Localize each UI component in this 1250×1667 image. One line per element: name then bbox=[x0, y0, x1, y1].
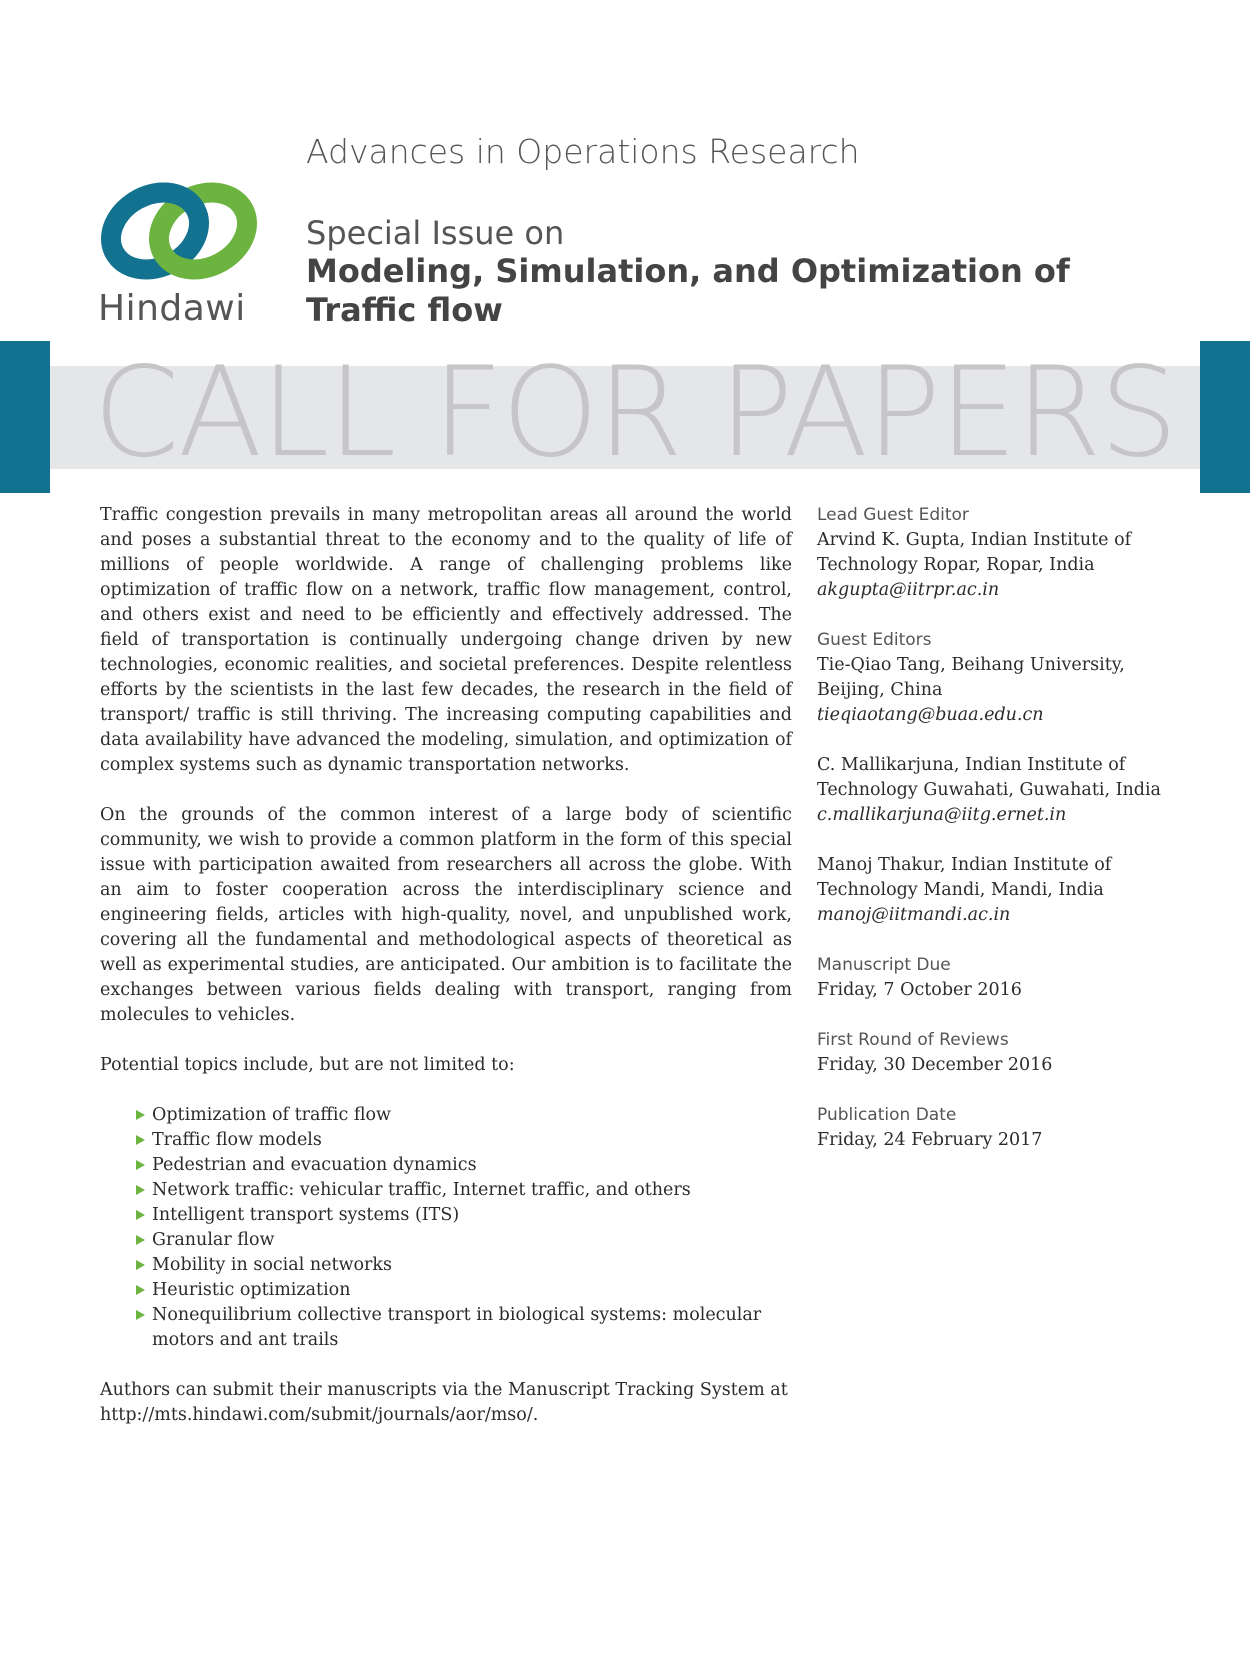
list-item: Optimization of traffic flow bbox=[136, 1103, 792, 1128]
list-item: Heuristic optimization bbox=[136, 1278, 792, 1303]
lead-editor-block bbox=[817, 503, 1187, 603]
call-for-papers-banner: CALL FOR PAPERS bbox=[93, 341, 1177, 485]
banner-left-accent bbox=[0, 341, 50, 493]
submission-text: Authors can submit their manuscripts via the Manuscript Tracking System at bbox=[100, 1380, 788, 1400]
guest-editor-email[interactable]: c.mallikarjuna@iitg.ernet.in bbox=[817, 805, 1067, 825]
submission-note bbox=[100, 1378, 792, 1428]
list-item: Mobility in social networks bbox=[136, 1253, 792, 1278]
triangle-bullet-icon bbox=[136, 1235, 145, 1245]
lead-editor-name: Arvind K. Gupta, Indian Institute of bbox=[817, 530, 1132, 550]
triangle-bullet-icon bbox=[136, 1110, 145, 1120]
topics-list bbox=[100, 1103, 792, 1353]
guest-editor-email[interactable]: manoj@iitmandi.ac.in bbox=[817, 905, 1011, 925]
first-round-heading: First Round of Reviews bbox=[817, 1030, 1009, 1050]
list-item: Granular flow bbox=[136, 1228, 792, 1253]
triangle-bullet-icon bbox=[136, 1160, 145, 1170]
first-round-block bbox=[817, 1028, 1187, 1078]
manuscript-due-block bbox=[817, 953, 1187, 1003]
journal-title: Advances in Operations Research bbox=[306, 132, 860, 171]
guest-editor-name: Tie-Qiao Tang, Beihang University, bbox=[817, 655, 1125, 675]
guest-editor-block bbox=[817, 853, 1187, 928]
list-item: Network traffic: vehicular traffic, Internet traffic, and others bbox=[136, 1178, 792, 1203]
list-item: Pedestrian and evacuation dynamics bbox=[136, 1153, 792, 1178]
special-issue-label: Special Issue on bbox=[306, 214, 565, 252]
submission-link[interactable]: http://mts.hindawi.com/submit/journals/aor/mso/. bbox=[100, 1405, 539, 1425]
publication-block bbox=[817, 1103, 1187, 1153]
brand-name: Hindawi bbox=[98, 288, 246, 329]
aims-paragraph: On the grounds of the common interest of a large body of scientific community, we wish to provide a common platform in the form of this special issue with participation awaited from researchers all across the globe. With an aim to foster cooperation across the interdisciplinary science and engineering fields, articles with high-quality, novel, and unpublished work, covering all the fundamental and methodological aspects of theoretical as well as experimental studies, are anticipated. Our ambition is to facilitate the exchanges between various fields dealing with transport, ranging from molecules to vehicles. bbox=[100, 805, 792, 1025]
triangle-bullet-icon bbox=[136, 1260, 145, 1270]
manuscript-due-date: Friday, 7 October 2016 bbox=[817, 980, 1022, 1000]
banner-right-accent bbox=[1200, 341, 1250, 493]
manuscript-due-heading: Manuscript Due bbox=[817, 955, 951, 975]
lead-editor-email[interactable]: akgupta@iitrpr.ac.in bbox=[817, 580, 1000, 600]
guest-editors-heading: Guest Editors bbox=[817, 630, 932, 650]
guest-editor-block bbox=[817, 628, 1187, 728]
guest-editor-name: Manoj Thakur, Indian Institute of bbox=[817, 855, 1112, 875]
publication-heading: Publication Date bbox=[817, 1105, 957, 1125]
list-item: Traffic flow models bbox=[136, 1128, 792, 1153]
guest-editor-block bbox=[817, 753, 1187, 828]
list-item: Intelligent transport systems (ITS) bbox=[136, 1203, 792, 1228]
topics-intro: Potential topics include, but are not limited to: bbox=[100, 1055, 515, 1075]
guest-editor-email[interactable]: tieqiaotang@buaa.edu.cn bbox=[817, 705, 1044, 725]
triangle-bullet-icon bbox=[136, 1310, 145, 1320]
guest-editor-affiliation: Technology Guwahati, Guwahati, India bbox=[817, 780, 1161, 800]
special-issue-title: Modeling, Simulation, and Optimization of Traffic flow bbox=[306, 252, 1070, 329]
triangle-bullet-icon bbox=[136, 1210, 145, 1220]
guest-editor-affiliation: Technology Mandi, Mandi, India bbox=[817, 880, 1104, 900]
lead-editor-heading: Lead Guest Editor bbox=[817, 505, 969, 525]
lead-editor-affiliation: Technology Ropar, Ropar, India bbox=[817, 555, 1095, 575]
publication-date: Friday, 24 February 2017 bbox=[817, 1130, 1043, 1150]
triangle-bullet-icon bbox=[136, 1135, 145, 1145]
intro-paragraph: Traffic congestion prevails in many metropolitan areas all around the world and poses a substantial threat to the economy and to the quality of life of millions of people worldwide. A range of challenging problems like optimization of traffic flow on a network, traffic flow management, control, and others exist and need to be efficiently and effectively addressed. The field of transportation is continually undergoing change driven by new technologies, economic realities, and societal preferences. Despite relentless efforts by the scientists in the last few decades, the research in the field of transport/ traffic is still thriving. The increasing computing capabilities and data availability have advanced the modeling, simulation, and optimization of complex systems such as dynamic transportation networks. bbox=[100, 505, 792, 775]
guest-editor-affiliation: Beijing, China bbox=[817, 680, 943, 700]
list-item: Nonequilibrium collective transport in biological systems: molecular motors and ant trails bbox=[136, 1303, 792, 1353]
triangle-bullet-icon bbox=[136, 1185, 145, 1195]
main-column bbox=[100, 503, 792, 1428]
editors-sidebar bbox=[817, 503, 1187, 1178]
first-round-date: Friday, 30 December 2016 bbox=[817, 1055, 1053, 1075]
guest-editor-name: C. Mallikarjuna, Indian Institute of bbox=[817, 755, 1126, 775]
triangle-bullet-icon bbox=[136, 1285, 145, 1295]
